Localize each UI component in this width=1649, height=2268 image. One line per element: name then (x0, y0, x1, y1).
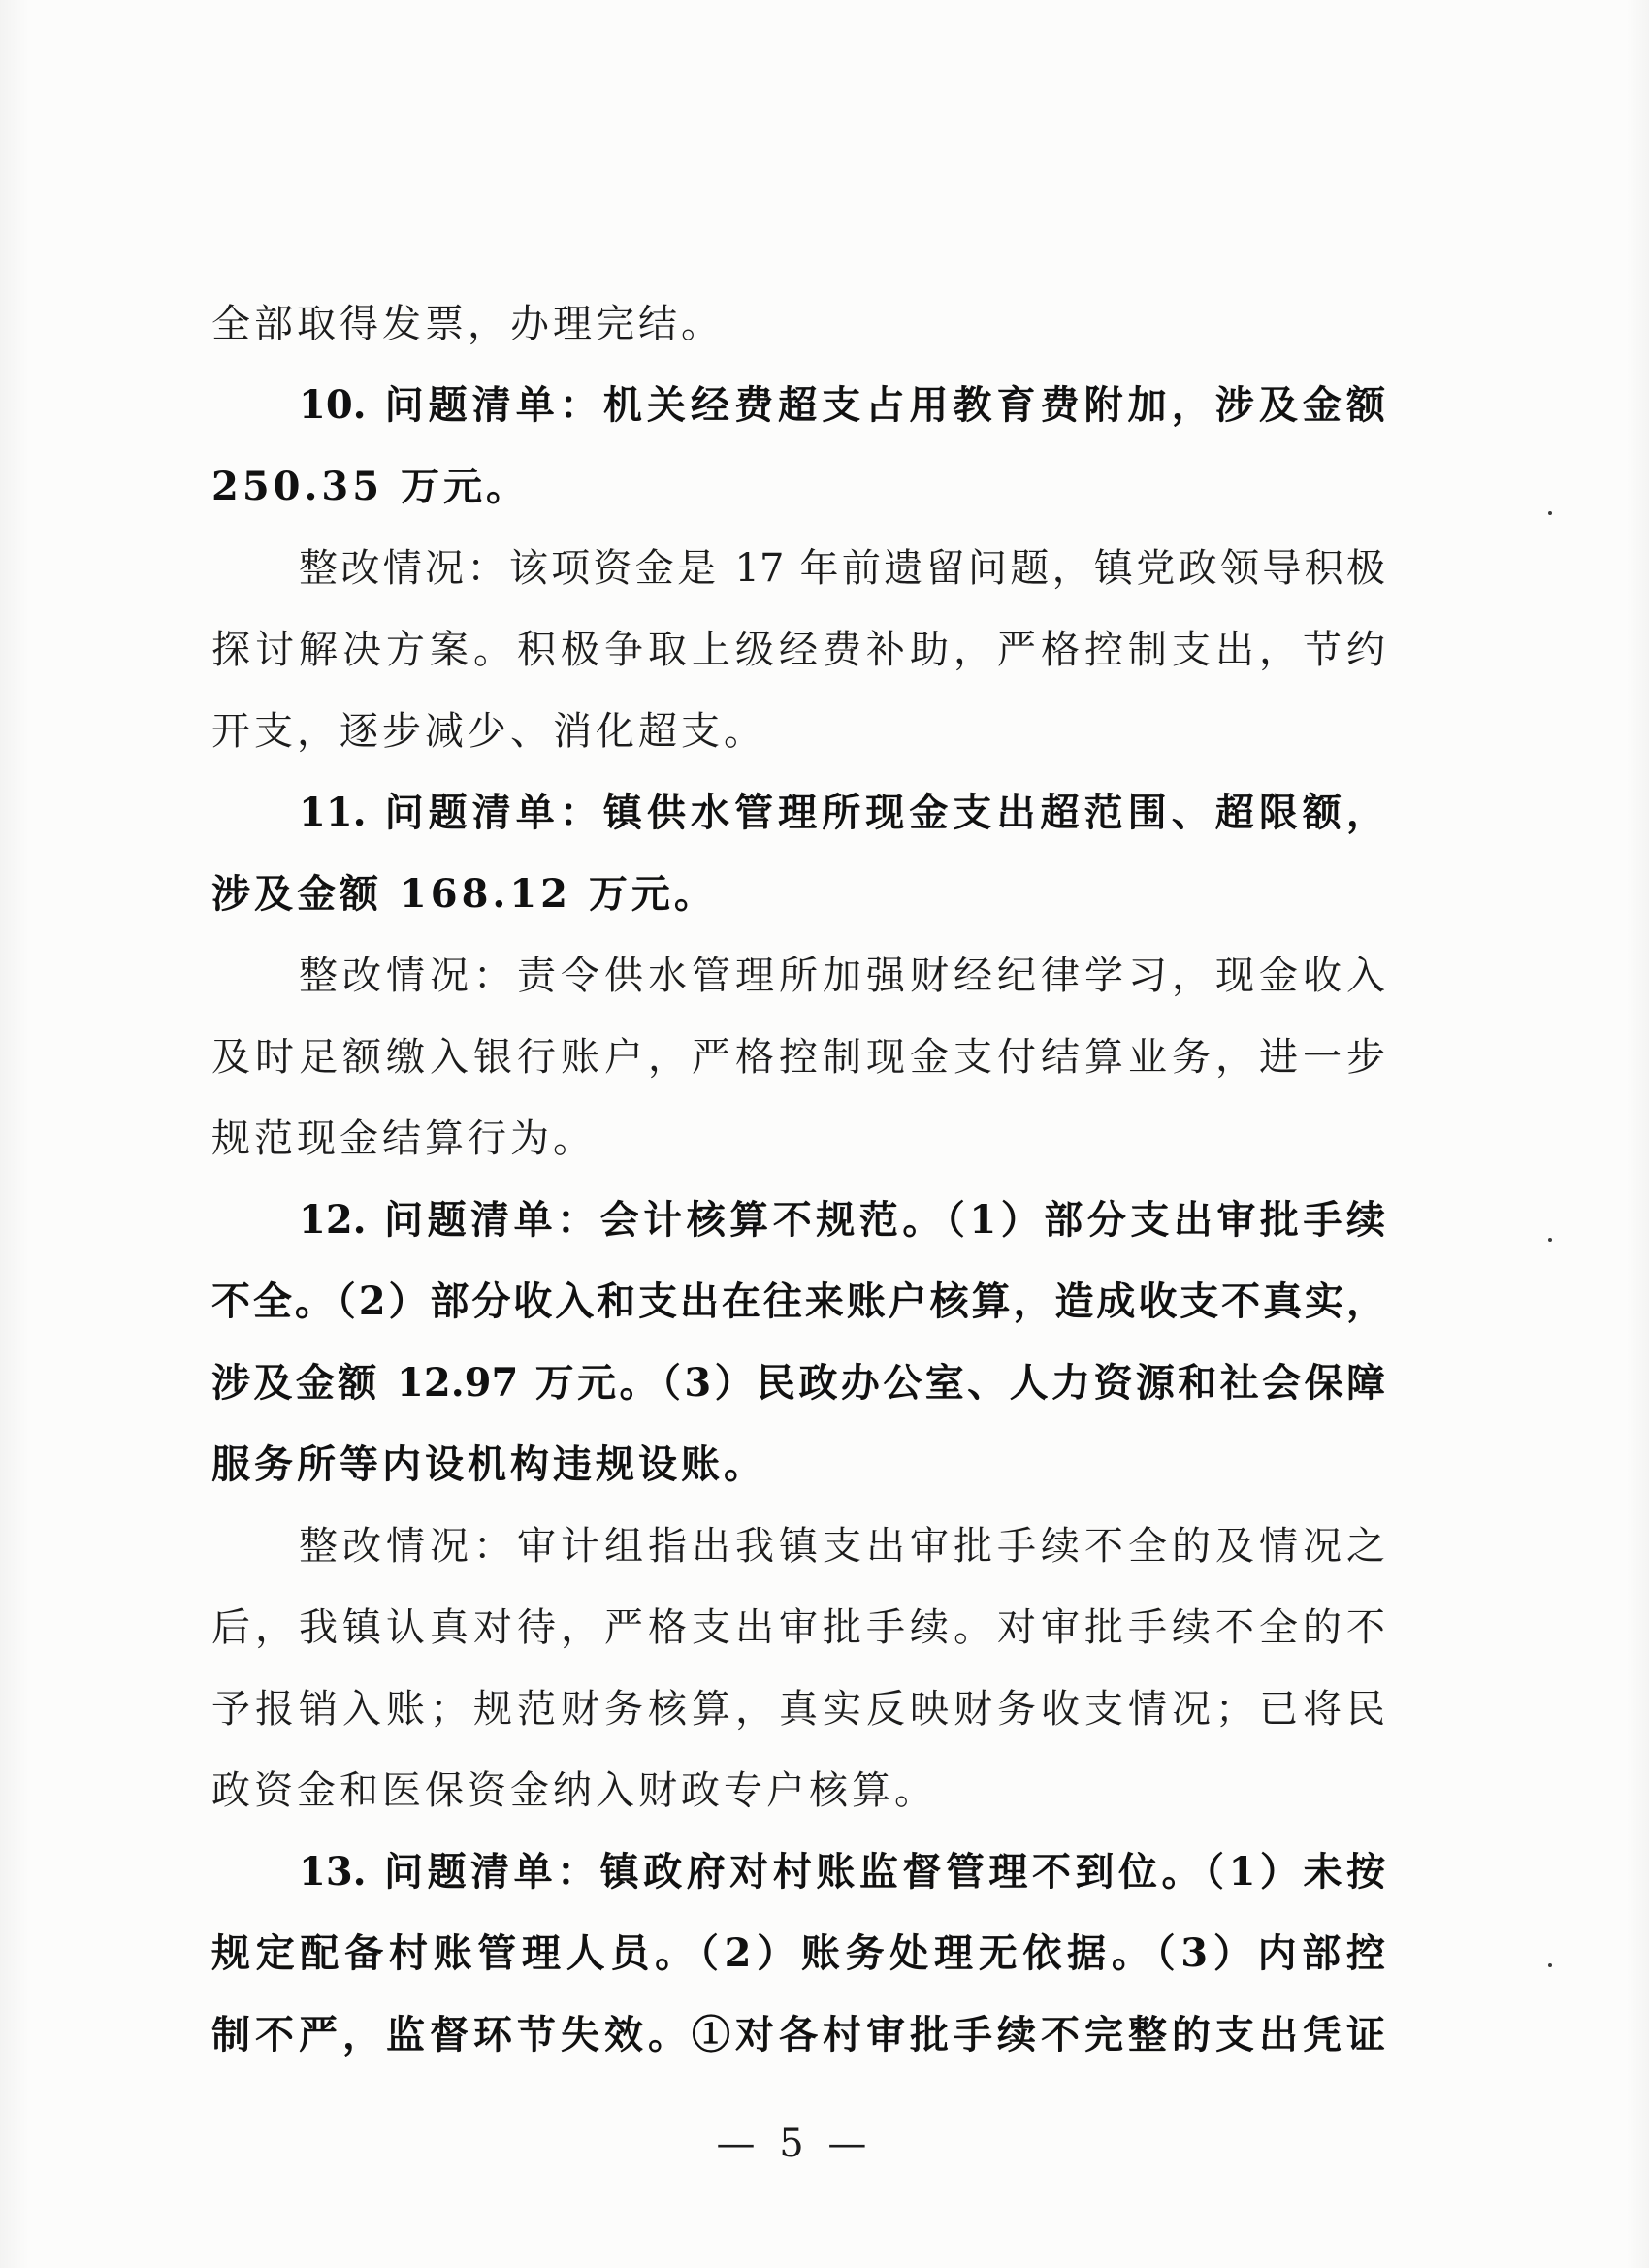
text-line: 及时足额缴入银行账户，严格控制现金支付结算业务，进一步 (211, 1035, 1385, 1080)
paragraph-continuation (211, 283, 1385, 365)
text-line: 服务所等内设机构违规设账。 (211, 1442, 766, 1487)
text-line: 规范现金结算行为。 (211, 1117, 596, 1161)
scan-speck (1548, 1238, 1552, 1242)
page-number: — 5 — (716, 2122, 873, 2166)
text-line: 整改情况：该项资金是 17 年前遗留问题，镇党政领导积极 (299, 546, 1385, 591)
issue-10-heading (211, 365, 1385, 528)
text-line: 规定配备村账管理人员。（2）账务处理无依据。（3）内部控 (211, 1930, 1385, 1976)
issue-12-rectification (211, 1506, 1385, 1831)
scan-speck (1548, 511, 1552, 515)
text-line: 11. 问题清单：镇供水管理所现金支出超范围、超限额， (299, 790, 1385, 835)
text-line: 涉及金额 168.12 万元。 (211, 871, 717, 917)
issue-10-rectification (211, 528, 1385, 772)
text-line: 250.35 万元。 (211, 464, 530, 509)
text-line: 10. 问题清单：机关经费超支占用教育费附加，涉及金额 (299, 382, 1385, 428)
issue-11-rectification (211, 935, 1385, 1180)
scan-speck (1548, 1963, 1552, 1967)
text-line: 后，我镇认真对待，严格支出审批手续。对审批手续不全的不 (211, 1605, 1385, 1650)
text-line: 予报销入账；规范财务核算，真实反映财务收支情况；已将民 (211, 1687, 1385, 1732)
text-line: 开支，逐步减少、消化超支。 (211, 709, 766, 754)
issue-12-heading (211, 1180, 1385, 1506)
text-line: 探讨解决方案。积极争取上级经费补助，严格控制支出，节约 (211, 628, 1385, 672)
issue-11-heading (211, 772, 1385, 935)
text-line: 12. 问题清单：会计核算不规范。（1）部分支出审批手续 (299, 1197, 1385, 1243)
text-line: 整改情况：审计组指出我镇支出审批手续不全的及情况之 (299, 1524, 1385, 1569)
text-line: 全部取得发票，办理完结。 (211, 302, 724, 346)
text-line: 不全。（2）部分收入和支出在往来账户核算，造成收支不真实， (211, 1279, 1385, 1324)
text-line: 整改情况：责令供水管理所加强财经纪律学习，现金收入 (299, 954, 1385, 998)
text-line: 制不严，监督环节失效。①对各村审批手续不完整的支出凭证 (211, 2012, 1385, 2057)
text-line: 13. 问题清单：镇政府对村账监督管理不到位。（1）未按 (299, 1849, 1385, 1895)
issue-13-heading (211, 1831, 1385, 2076)
text-line: 涉及金额 12.97 万元。（3）民政办公室、人力资源和社会保障 (211, 1360, 1385, 1406)
text-line: 政资金和医保资金纳入财政专户核算。 (211, 1768, 937, 1813)
body-text (211, 283, 1385, 2076)
